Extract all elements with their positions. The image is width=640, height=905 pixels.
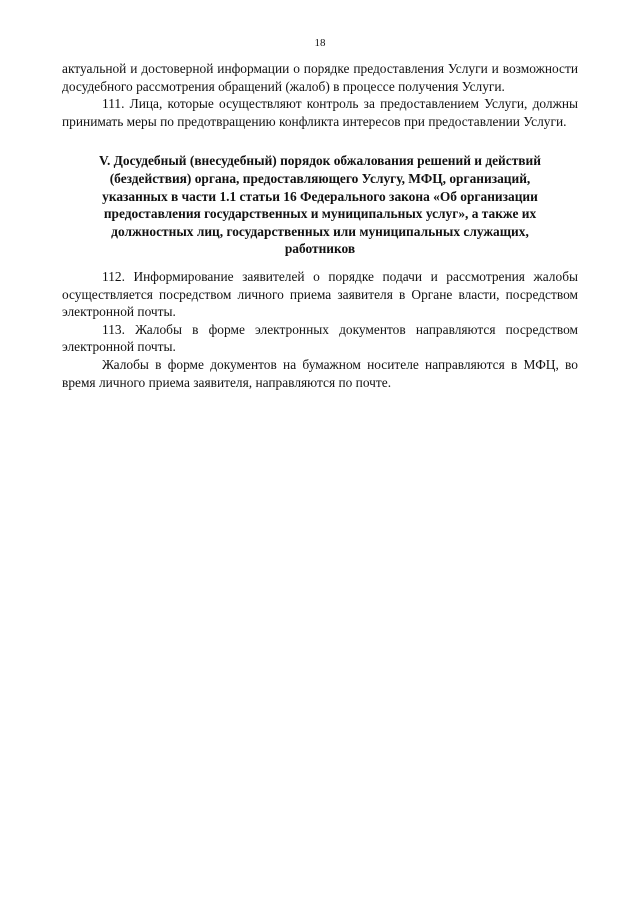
paragraph-113-continued: Жалобы в форме документов на бумажном носителе направляются в МФЦ, во время личного приема заявителя, направляются по почте. [62,356,578,390]
section-heading: V. Досудебный (внесудебный) порядок обжалования решений и действий (бездействия) органа, предоставляющего Услугу, МФЦ, организаций, указанных в части 1.1 статьи 16 Федерального закона «Об организации предоставления государственных и муниципальных услуг», а также их должностных лиц, государственных или муниципальных служащих, работников [99,153,541,257]
page-content [62,60,578,391]
paragraph-111: 111. Лица, которые осуществляют контроль за предоставлением Услуги, должны принимать меры по предотвращению конфликта интересов при предоставлении Услуги. [62,96,578,129]
page-number: 18 [314,37,326,49]
paragraph-continuation: актуальной и достоверной информации о порядке предоставления Услуги и возможности досудебного рассмотрения обращений (жалоб) в процессе получения Услуги. [62,61,578,94]
paragraph-113: 113. Жалобы в форме электронных документов направляются посредством электронной почты. [62,321,578,355]
paragraph-112: 112. Информирование заявителей о порядке подачи и рассмотрения жалобы осуществляется посредством личного приема заявителя в Органе власти, посредством электронной почты. [62,268,578,320]
